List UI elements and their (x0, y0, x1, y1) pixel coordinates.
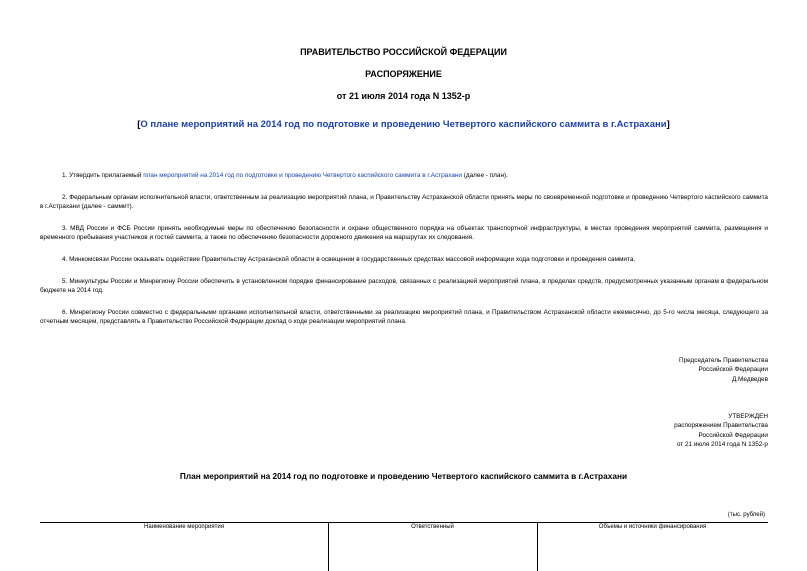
title-bracket-close: ] (666, 119, 670, 130)
signature-block (679, 356, 768, 384)
approval-line-4: от 21 июля 2014 года N 1352-р (676, 441, 768, 449)
units-label: (тыс. рублей) (727, 512, 765, 518)
document-title (0, 119, 807, 130)
paragraph-1-post: (далее - план). (462, 172, 508, 179)
document-date: от 21 июля 2014 года N 1352-р (336, 91, 471, 101)
table-top-border (40, 522, 768, 523)
document-type: РАСПОРЯЖЕНИЕ (365, 69, 442, 79)
government-header: ПРАВИТЕЛЬСТВО РОССИЙСКОЙ ФЕДЕРАЦИИ (300, 47, 507, 57)
paragraph-4: 4. Минкомсвязи России оказывать содействие Правительству Астраханской области в освещении в государственных средствах массовой информации хода подготовки и проведения саммита. (62, 256, 636, 263)
paragraph-1 (40, 171, 768, 180)
signature-line-3: Д.Медведев (731, 375, 768, 383)
plan-link[interactable]: план мероприятий на 2014 год по подготовке и проведению Четвертого каспийского саммита в г.Астрахани (143, 172, 462, 179)
signature-line-2: Российской Федерации (698, 366, 768, 374)
paragraph-3: 3. МВД России и ФСБ России принять необходимые меры по обеспечению безопасности и охране общественного порядка на объектах транспортной инфраструктуры, в местах проведения мероприятий саммита, размещения и временного пребывания участников и гостей саммита, а также по обеспечению безопасности дорожного движения на маршрутах их следования. (40, 225, 768, 242)
column-header-name: Наименование мероприятия (144, 524, 224, 530)
approval-line-2: распоряжением Правительства (674, 422, 768, 430)
paragraph-2: 2. Федеральным органам исполнительной власти, ответственным за реализацию мероприятий плана, и Правительству Астраханской области принять меры по своевременной подготовке и проведению Четвертого каспийского саммита в г.Астрахани (далее - саммит). (40, 194, 768, 211)
paragraph-5: 5. Минкультуры России и Минрегиону России обеспечить в установленном порядке финансирование расходов, связанных с реализацией мероприятий плана, в пределах средств, предусмотренных указанным органам в федеральном бюджете на 2014 год. (40, 278, 768, 295)
column-header-financing: Объемы и источники финансирования (598, 524, 707, 530)
title-link[interactable]: О плане мероприятий на 2014 год по подготовке и проведению Четвертого каспийского саммита в г.Астрахани (140, 119, 667, 130)
title-bracket-open: [ (137, 119, 141, 130)
approval-line-1: УТВЕРЖДЕН (728, 413, 768, 420)
column-header-responsible: Ответственный (411, 524, 454, 530)
plan-title: План мероприятий на 2014 год по подготовке и проведению Четвертого каспийского саммита в г.Астрахани (179, 471, 628, 481)
approval-block (674, 412, 768, 450)
paragraph-6: 6. Минрегиону России совместно с федеральными органами исполнительной власти, ответственными за реализацию мероприятий плана, и Правительством Астраханской области ежемесячно, до 5-го числа месяца, следующего за отчетным месяцем, представлять в Правительство Российской Федерации доклад о ходе реализации мероприятий плана. (40, 309, 768, 326)
approval-line-3: Российской Федерации (698, 431, 768, 439)
signature-line-1: Председатель Правительства (679, 357, 768, 364)
paragraph-1-pre: 1. Утвердить прилагаемый (62, 172, 144, 179)
